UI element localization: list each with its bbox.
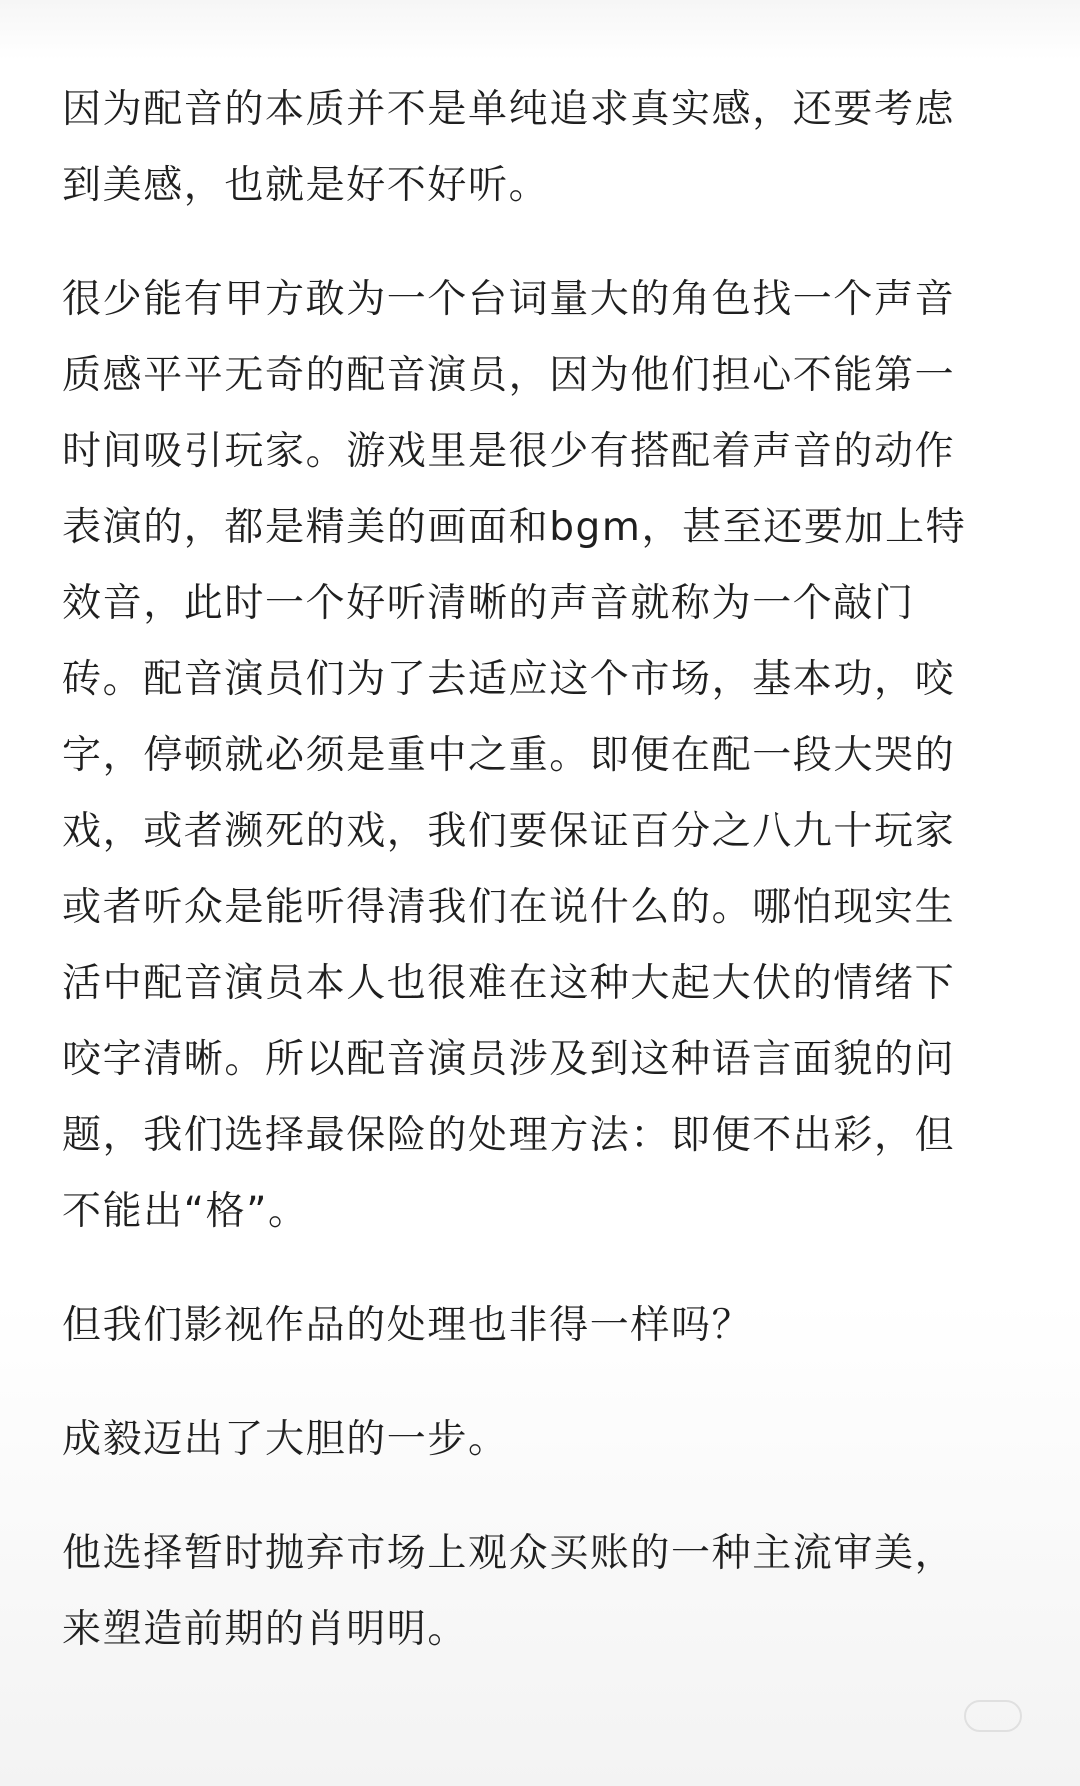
paragraph-4 [62,1402,1022,1478]
text-line: 到美感，也就是好不好听。 [62,163,550,208]
text-line: 或者听众是能听得清我们在说什么的。哪怕现实生 [62,885,956,930]
text-line: 不能出“格”。 [62,1189,309,1234]
watermark [858,1700,1028,1772]
paragraph-5 [62,1516,1022,1668]
text-line: 质感平平无奇的配音演员，因为他们担心不能第一 [62,353,956,398]
paragraph-2 [62,262,1022,1250]
text-line: 字，停顿就必须是重中之重。即便在配一段大哭的 [62,733,956,778]
text-line: 来塑造前期的肖明明。 [62,1607,469,1652]
text-line: 砖。配音演员们为了去适应这个市场，基本功，咬 [62,657,956,702]
article-body [62,72,1022,1668]
text-line: 时间吸引玩家。游戏里是很少有搭配着声音的动作 [62,429,956,474]
paragraph-1 [62,72,1022,224]
text-line: 成毅迈出了大胆的一步。 [62,1417,509,1462]
text-line: 很少能有甲方敢为一个台词量大的角色找一个声音 [62,277,956,322]
text-line: 效音，此时一个好听清晰的声音就称为一个敲门 [62,581,915,626]
text-line: 咬字清晰。所以配音演员涉及到这种语言面貌的问 [62,1037,956,1082]
text-line: 题，我们选择最保险的处理方法：即便不出彩，但 [62,1113,956,1158]
text-line: 活中配音演员本人也很难在这种大起大伏的情绪下 [62,961,956,1006]
text-line: 但我们影视作品的处理也非得一样吗？ [62,1303,753,1348]
text-line: 因为配音的本质并不是单纯追求真实感，还要考虑 [62,87,956,132]
text-line: 戏，或者濒死的戏，我们要保证百分之八九十玩家 [62,809,956,854]
text-line: 表演的，都是精美的画面和bgm，甚至还要加上特 [62,505,967,550]
paragraph-3 [62,1288,1022,1364]
weibo-logo-icon [964,1700,1022,1732]
text-line: 他选择暂时抛弃市场上观众买账的一种主流审美， [62,1531,956,1576]
